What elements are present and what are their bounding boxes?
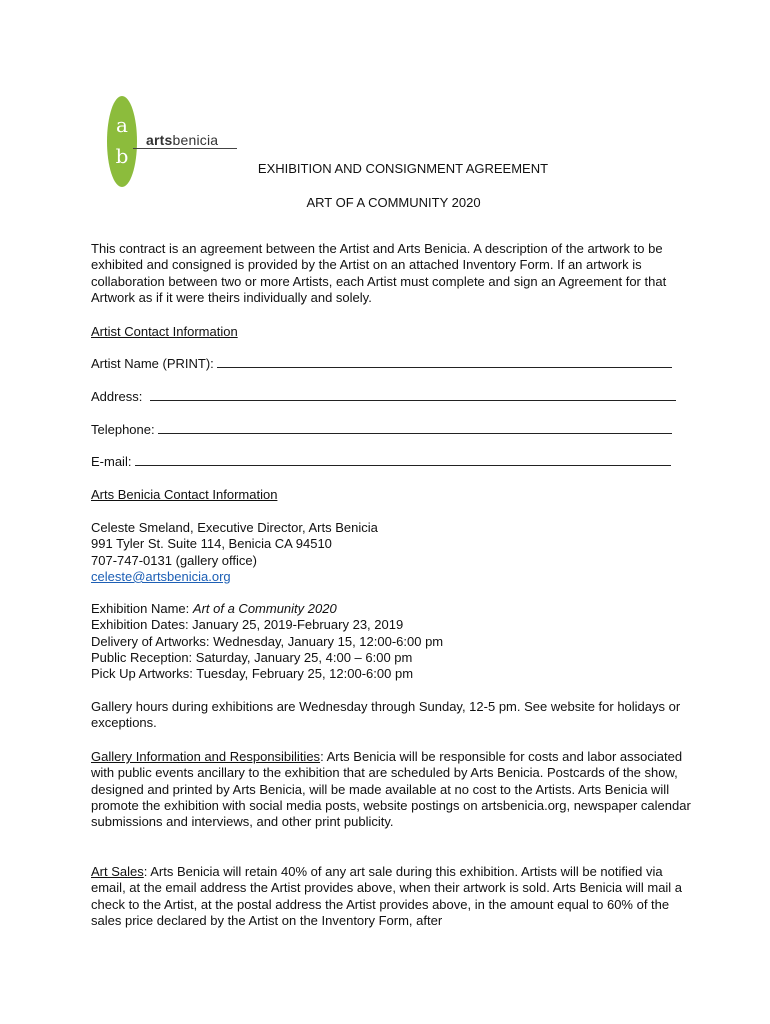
contact-phone-line: 707-747-0131 (gallery office)	[91, 552, 257, 568]
address-field[interactable]	[91, 389, 691, 405]
logo-wordmark-rest: benicia	[172, 132, 219, 148]
arts-benicia-contact-block	[91, 520, 691, 585]
email-line[interactable]	[135, 465, 671, 466]
telephone-field[interactable]	[91, 422, 691, 438]
public-reception: Public Reception: Saturday, January 25, 4:00 – 6:00 pm	[91, 649, 413, 665]
contact-name-line: Celeste Smeland, Executive Director, Arts Benicia	[91, 520, 378, 535]
address-label: Address:	[91, 389, 143, 404]
exhibition-name-line	[91, 601, 691, 617]
artist-name-field[interactable]	[91, 356, 691, 372]
logo-letter-a: a	[116, 113, 128, 137]
logo-letter-b: b	[115, 144, 129, 168]
gallery-info-heading: Gallery Information and Responsibilities	[91, 749, 321, 764]
artist-name-line[interactable]	[217, 367, 672, 368]
artist-name-label: Artist Name (PRINT):	[91, 356, 214, 371]
art-sales-text: : Arts Benicia will retain 40% of any art sale during this exhibition. Artists will be notified via email, at the email address the Artist provides above, when their artwork is sold. Arts Benicia will mail a check to the Artist, at the postal address the Artist provides above, in the amount equal to 60% of the sales price declared by the Artist on the Inventory Form, after	[91, 864, 683, 928]
document-title: EXHIBITION AND CONSIGNMENT AGREEMENT	[257, 161, 549, 176]
contact-email-link[interactable]: celeste@artsbenicia.org	[91, 568, 231, 584]
pick-up-artworks: Pick Up Artworks: Tuesday, February 25, 12:00-6:00 pm	[91, 666, 414, 682]
delivery-of-artworks: Delivery of Artworks: Wednesday, January 15, 12:00-6:00 pm	[91, 633, 444, 649]
telephone-line[interactable]	[158, 433, 672, 434]
art-sales-heading: Art Sales	[91, 864, 144, 879]
exhibition-name-label: Exhibition Name:	[91, 601, 190, 616]
gallery-hours-paragraph: Gallery hours during exhibitions are Wednesday through Sunday, 12-5 pm. See website for holidays or exceptions.	[91, 699, 681, 731]
logo-wordmark	[146, 132, 218, 148]
intro-paragraph: This contract is an agreement between the Artist and Arts Benicia. A description of the artwork to be exhibited and consigned is provided by the Artist on an attached Inventory Form. If an artwork is collaboration between two or more Artists, each Artist must complete and sign an Agreement for that Artwork as if it were theirs individually and solely.	[91, 241, 667, 305]
gallery-info-text: : Arts Benicia will be responsible for costs and labor associated with public events ancillary to the exhibition that are scheduled by Arts Benicia. Postcards of the show, designed and printed by Arts Benicia, will be made available at no cost to the Artists. Arts Benicia will promote the exhibition with social media posts, website postings on artsbenicia.org, newspaper calendar submissions and interviews, and other print publicity.	[91, 749, 691, 830]
exhibition-details	[91, 601, 691, 682]
art-sales-paragraph	[91, 864, 691, 929]
address-line[interactable]	[150, 400, 676, 401]
telephone-label: Telephone:	[91, 422, 155, 437]
contact-address-line: 991 Tyler St. Suite 114, Benicia CA 94510	[91, 536, 332, 552]
logo-underline	[133, 148, 237, 149]
artist-contact-heading: Artist Contact Information	[91, 324, 238, 339]
email-field[interactable]	[91, 454, 691, 470]
document-subtitle: ART OF A COMMUNITY 2020	[306, 195, 481, 210]
gallery-info-paragraph	[91, 749, 691, 830]
email-label: E-mail:	[91, 454, 132, 469]
logo-wordmark-bold: arts	[146, 132, 173, 148]
exhibition-name-value: Art of a Community 2020	[192, 601, 337, 616]
arts-benicia-contact-heading: Arts Benicia Contact Information	[91, 487, 278, 502]
exhibition-dates: Exhibition Dates: January 25, 2019-February 23, 2019	[91, 617, 404, 633]
